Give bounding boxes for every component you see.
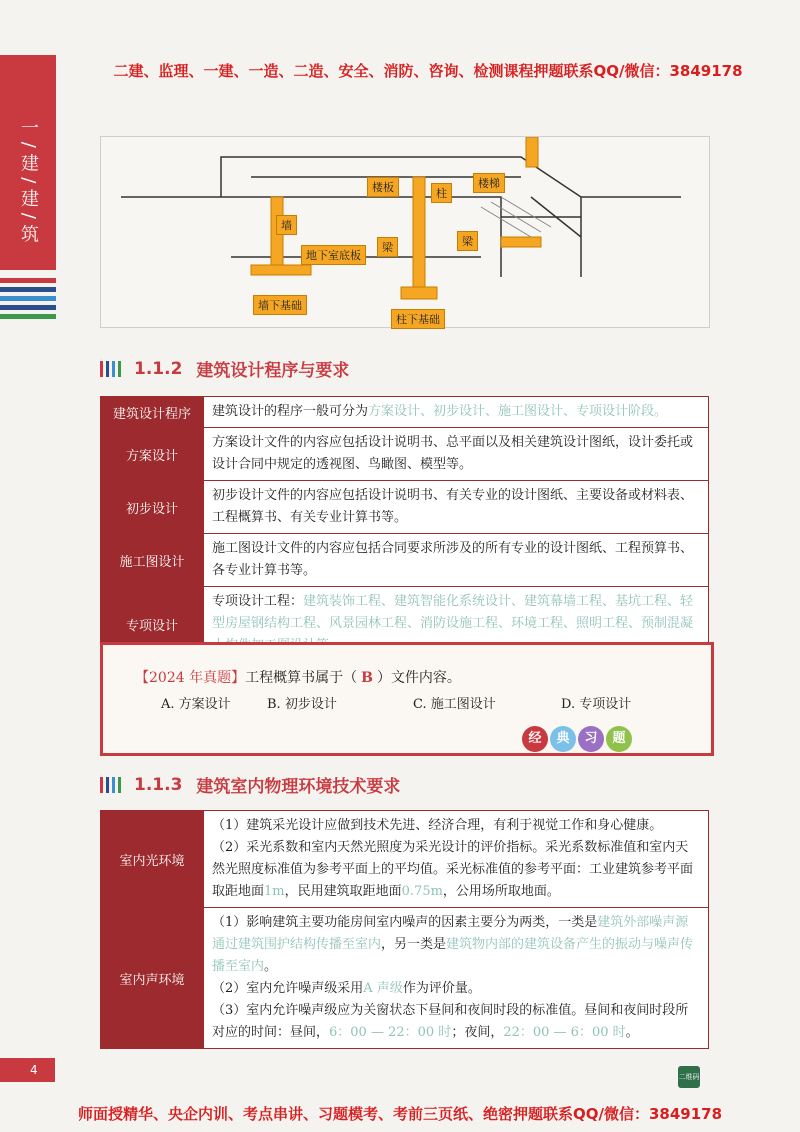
- table-row: [101, 397, 709, 428]
- option-a: A. 方案设计: [161, 697, 231, 712]
- section-heading-113: [100, 772, 400, 797]
- table-row: [101, 908, 709, 1049]
- row-value: （1）建筑采光设计应做到技术先进、经济合理，有利于视觉工作和身心健康。 （2）采光系数和室内天然光照度为采光设计的评价指标。采光系数标准值和室内天然光照度标准值为参考平面上的平均值。采光标准值的参考平面：工业建筑参考平面取距地面1m，民用建筑取距地面0.75m，公用场所取地面。: [204, 811, 709, 908]
- table-row: [101, 428, 709, 481]
- row-key: 室内声环境: [101, 908, 204, 1049]
- exercise-question: 【2024 年真题】工程概算书属于（ B ）文件内容。: [135, 670, 461, 686]
- label-dixiashi: 地下室底板: [301, 245, 366, 265]
- section-heading-112: [100, 356, 349, 381]
- option-c: C. 施工图设计: [413, 697, 496, 712]
- option-b: B. 初步设计: [267, 697, 337, 712]
- badge-char: 经: [522, 726, 548, 752]
- label-qiang: 墙: [276, 215, 297, 235]
- table-row: [101, 811, 709, 908]
- classic-exercise-badge: [522, 726, 634, 752]
- heading-bars-icon: [100, 361, 124, 377]
- top-banner: 二建、监理、一建、一造、二造、安全、消防、咨询、检测课程押题联系QQ/微信：3849178: [113, 62, 743, 80]
- qr-code-icon: 二维码: [678, 1066, 700, 1088]
- label-liang-2: 梁: [457, 231, 478, 251]
- heading-bars-icon: [100, 777, 124, 793]
- row-value: 专项设计工程：建筑装饰工程、建筑智能化系统设计、建筑幕墙工程、基坑工程、轻型房屋钢结构工程、风景园林工程、消防设施工程、环境工程、照明工程、预制混凝: [204, 587, 709, 662]
- row-value: （1）影响建筑主要功能房间室内噪声的因素主要分为两类，一类是建筑外部噪声源通过建筑围护结构传播至室内，另一类是建筑物内部的建筑设备产生的振动与噪声传播至室内。 （2）室内允许噪声级采用A 声级作为评价量。 （3）室内允许噪声级应为关窗状态下昼间和夜间时段的标准值。昼间和夜间时段所对应的时间：昼间，6：00 — 22：00 时；夜间，22：00 — 6：00 时。: [204, 908, 709, 1049]
- chapter-label: 一 / 建 / 建 / 筑: [18, 117, 39, 243]
- section-number: 1.1.3: [134, 774, 183, 795]
- row-key: 室内光环境: [101, 811, 204, 908]
- bottom-banner: 师面授精华、央企内训、考点串讲、习题模考、考前三页纸、绝密押题联系QQ/微信：3849178: [77, 1105, 723, 1123]
- label-liang: 梁: [377, 237, 398, 257]
- foundation-figure: [100, 136, 710, 328]
- design-procedure-table: [100, 396, 709, 662]
- row-value: 建筑设计的程序一般可分为方案设计、初步设计、施工图设计、专项设计阶段。: [204, 397, 709, 428]
- label-louti: 楼梯: [473, 173, 505, 193]
- chapter-side-tab: [0, 55, 56, 270]
- row-key: 建筑设计程序: [101, 397, 204, 428]
- indoor-environment-table: [100, 810, 709, 1049]
- row-value: 施工图设计文件的内容应包括合同要求所涉及的所有专业的设计图纸、工程预算书、各专业计算书等。: [204, 534, 709, 587]
- row-key: 施工图设计: [101, 534, 204, 587]
- row-key: 方案设计: [101, 428, 204, 481]
- row-value: 初步设计文件的内容应包括设计说明书、有关专业的设计图纸、主要设备或材料表、工程概算书、有关专业计算书等。: [204, 481, 709, 534]
- badge-char: 题: [606, 726, 632, 752]
- label-zhu: 柱: [431, 183, 452, 203]
- label-zhuxia: 柱下基础: [391, 309, 445, 329]
- label-louban: 楼板: [367, 177, 399, 197]
- table-row: [101, 481, 709, 534]
- section-number: 1.1.2: [134, 358, 183, 379]
- page-number: 4: [0, 1058, 55, 1082]
- side-stripes: [0, 278, 56, 323]
- structure-diagram: [101, 137, 709, 327]
- badge-char: 习: [578, 726, 604, 752]
- row-key: 初步设计: [101, 481, 204, 534]
- option-d: D. 专项设计: [561, 697, 632, 712]
- badge-char: 典: [550, 726, 576, 752]
- section-title: 建筑设计程序与要求: [196, 361, 350, 381]
- row-value: 方案设计文件的内容应包括设计说明书、总平面以及相关建筑设计图纸，设计委托或设计合同中规定的透视图、鸟瞰图、模型等。: [204, 428, 709, 481]
- table-row: [101, 534, 709, 587]
- label-qiangxia: 墙下基础: [253, 295, 307, 315]
- row-key: 专项设计: [101, 587, 204, 662]
- section-title: 建筑室内物理环境技术要求: [196, 777, 401, 797]
